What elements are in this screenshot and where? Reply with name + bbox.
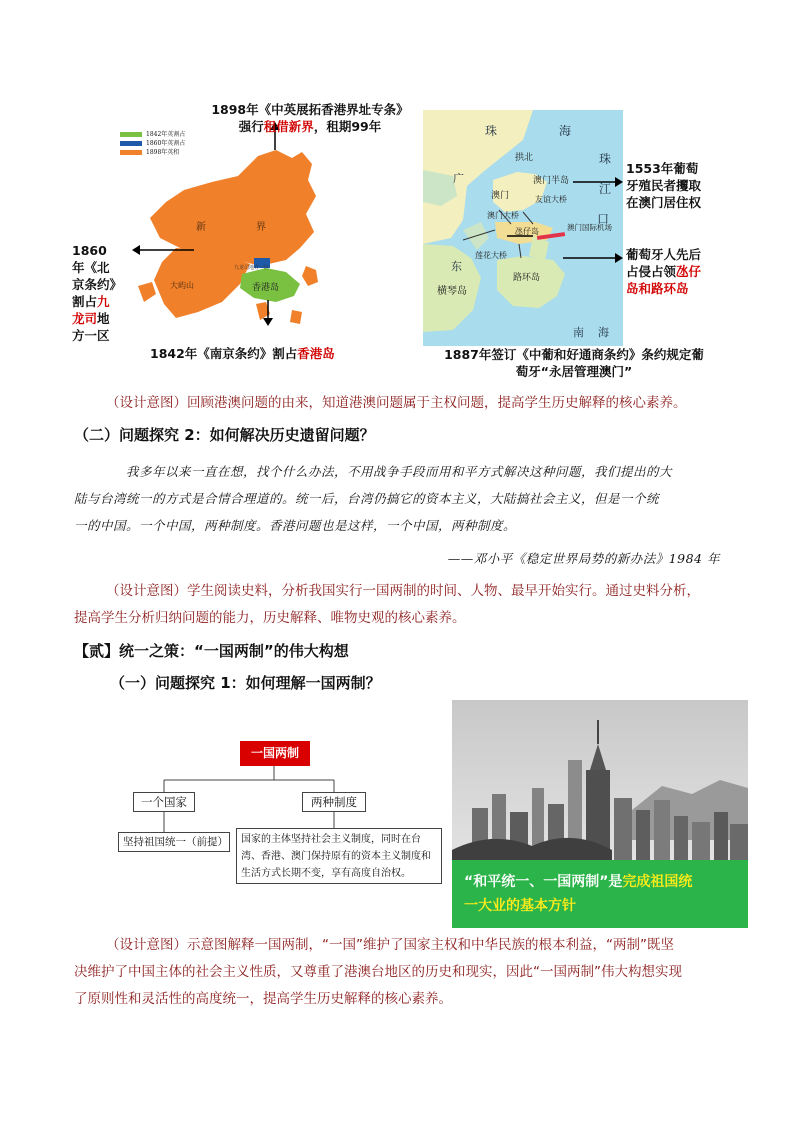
place-new: 新 <box>196 222 206 233</box>
label-macau: 澳门 <box>491 191 510 201</box>
label-friendship: 友谊大桥 <box>535 195 567 204</box>
quote-source: ——邓小平《稳定世界局势的新办法》1984 年 <box>447 551 720 566</box>
hk-caption-left: 1860 年《北 京条约》 割占九 龙司地 方一区 <box>72 243 123 343</box>
diagram-two-systems-leaf: 国家的主体坚持社会主义制度，同时在台湾、香港、澳门保持原有的资本主义制度和生活方式长期不变，享有高度自治权。 <box>236 828 442 884</box>
diagram-two-systems-node: 两种制度 <box>302 792 366 812</box>
hk-caption-top: 1898年《中英展拓香港界址专条》 强行租借新界，租期99年 <box>211 102 409 134</box>
label-kou: 口 <box>597 212 610 226</box>
design-intent-2: （设计意图）学生阅读史料，分析我国实行一国两制的时间、人物、最早开始实行。通过史料分析， 提高学生分析归纳问题的能力，历史解释、唯物史观的核心素养。 <box>74 583 700 626</box>
diagram-one-country-node: 一个国家 <box>133 792 195 812</box>
label-dong: 东 <box>451 260 462 273</box>
macau-map-figure <box>423 110 723 379</box>
photo-caption-banner: “和平统一、一国两制”是完成祖国统 一大业的基本方针 <box>452 860 748 928</box>
one-country-two-systems-diagram <box>116 736 446 886</box>
quote-block: 我多年以来一直在想，找个什么办法，不用战争手段而用和平方式解决这种问题，我们提出的大 陆与台湾统一的方式是合情合理道的。统一后，台湾仍搞它的资本主义，大陆搞社会主义，但是一个统 一的中国。一个中国，两种制度。香港问题也是这样，一个中国，两种制度。 <box>74 464 673 533</box>
label-gongbei: 拱北 <box>515 153 534 163</box>
label-jiang: 江 <box>599 182 612 196</box>
label-nanhai: 南海 <box>573 326 623 339</box>
diagram-root-node: 一国两制 <box>240 741 310 766</box>
label-coloane: 路环岛 <box>513 273 541 283</box>
label-hai: 海 <box>559 124 572 138</box>
hk-skyline-photo <box>452 700 748 928</box>
part-heading: 【贰】统一之策：“一国两制”的伟大构想 <box>74 642 349 660</box>
hk-map <box>80 98 420 366</box>
place-jie: 界 <box>256 222 266 233</box>
legend-1860: 1860年英割占 <box>146 140 186 147</box>
macau-caption-1: 1553年葡萄 牙殖民者攫取 在澳门居住权 <box>626 161 702 210</box>
lantau-region <box>154 248 250 318</box>
place-lantau: 大屿山 <box>170 281 194 290</box>
legend-1842: 1842年英割占 <box>146 131 186 138</box>
label-bridge: 澳门大桥 <box>487 211 519 220</box>
section-title-3: （一）问题探究 1：如何理解一国两制？ <box>110 674 381 692</box>
label-taipa: 氹仔岛 <box>515 227 539 236</box>
design-intent-1: （设计意图）回顾港澳问题的由来，知道港澳问题属于主权问题，提高学生历史解释的核心素养。 <box>106 395 687 411</box>
label-zhu: 珠 <box>485 124 498 138</box>
macau-caption-bottom: 1887年签订《中葡和好通商条约》条约规定葡 萄牙“永居管理澳门” <box>444 347 704 379</box>
label-guang: 广 <box>453 172 464 185</box>
legend-1898: 1898年英租 <box>146 149 180 156</box>
section-title-2: （二）问题探究 2：如何解决历史遗留问题？ <box>74 426 375 444</box>
place-hk-island: 香港岛 <box>252 283 280 293</box>
diagram-one-country-leaf: 坚持祖国统一（前提） <box>118 832 230 852</box>
label-zhu2: 珠 <box>599 152 612 166</box>
label-hengqin: 横琴岛 <box>437 286 467 297</box>
hk-caption-bottom: 1842年《南京条约》割占香港岛 <box>150 346 335 361</box>
place-kowloon: 九龙司地方一区 <box>234 265 270 271</box>
hk-map-figure <box>72 98 420 366</box>
label-lotus: 莲花大桥 <box>475 251 507 260</box>
design-intent-3: （设计意图）示意图解释一国两制，“一国”维护了国家主权和中华民族的根本利益，“两制”既坚 决维护了中国主体的社会主义性质，又尊重了港澳台地区的历史和现实，因此“一国两制”伟大构想实现 了原则性和灵活性的高度统一，提高学生历史解释的核心素养。 <box>74 937 682 1007</box>
label-airport: 澳门国际机场 <box>567 223 612 232</box>
label-peninsula: 澳门半岛 <box>533 176 570 186</box>
macau-caption-2: 葡萄牙人先后 占侵占领氹仔 岛和路环岛 <box>626 247 702 296</box>
